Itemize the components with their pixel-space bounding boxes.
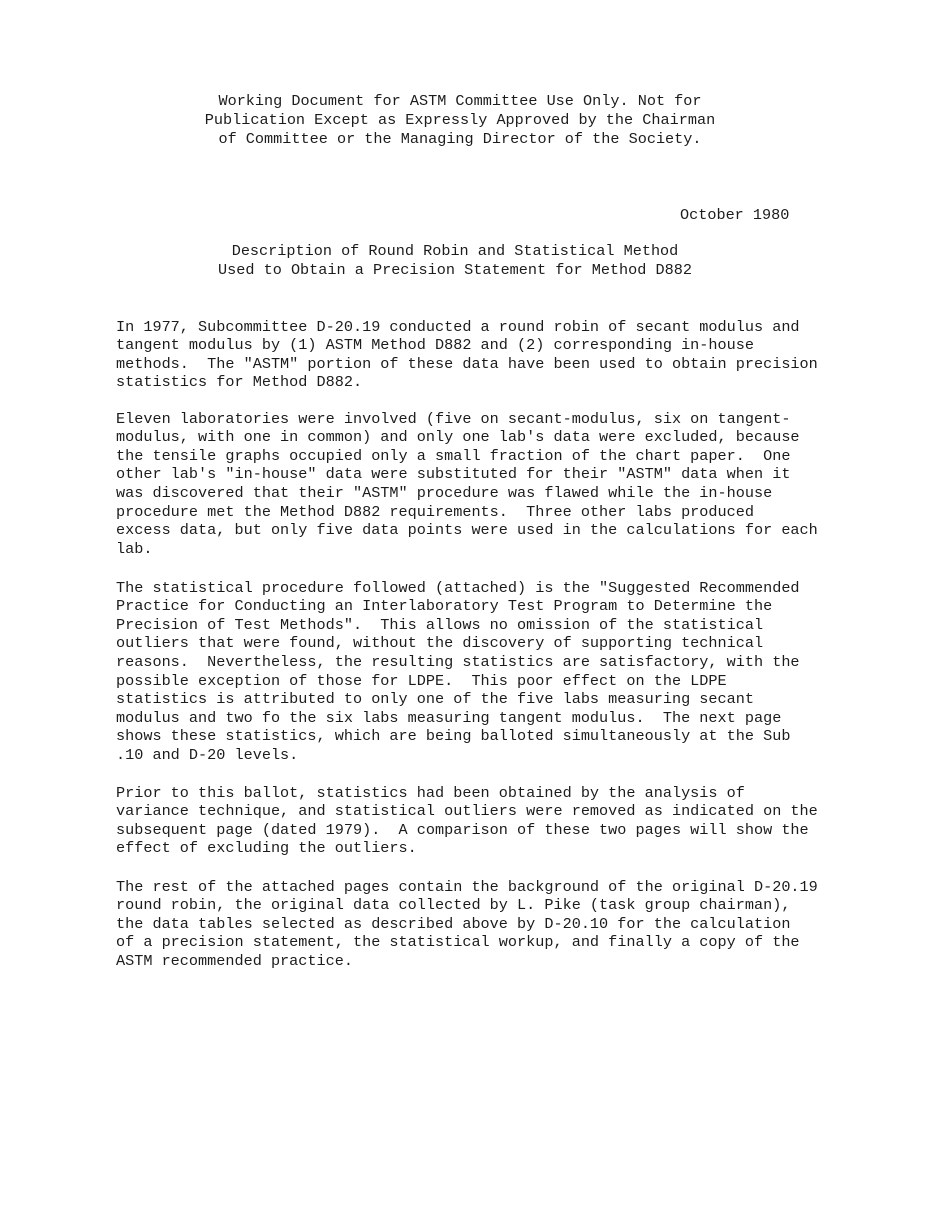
text-line: other lab's "in-house" data were substituted for their "ASTM" data when it [116, 465, 791, 484]
text-line: tangent modulus by (1) ASTM Method D882 and (2) corresponding in-house [116, 336, 754, 355]
text-line: shows these statistics, which are being balloted simultaneously at the Sub [116, 727, 791, 746]
text-line: variance technique, and statistical outliers were removed as indicated on the [116, 802, 818, 821]
document-title [170, 242, 740, 280]
text-line: of a precision statement, the statistical workup, and finally a copy of the [116, 933, 800, 952]
text-line: excess data, but only five data points were used in the calculations for each [116, 521, 818, 540]
text-line: The statistical procedure followed (attached) is the "Suggested Recommended [116, 578, 800, 597]
committee-notice [180, 92, 740, 150]
text-line: lab. [116, 539, 153, 558]
text-line: round robin, the original data collected by L. Pike (task group chairman), [116, 896, 791, 915]
text-line: Practice for Conducting an Interlaboratory Test Program to Determine the [116, 597, 773, 616]
text-line: .10 and D-20 levels. [116, 745, 299, 764]
notice-line: Working Document for ASTM Committee Use Only. Not for [218, 92, 702, 110]
text-line: In 1977, Subcommittee D-20.19 conducted a round robin of secant modulus and [116, 317, 800, 336]
text-line: possible exception of those for LDPE. This poor effect on the LDPE [116, 671, 727, 690]
text-line: The rest of the attached pages contain the background of the original D-20.19 [116, 877, 818, 896]
notice-line: of Committee or the Managing Director of the Society. [218, 130, 702, 149]
text-line: ASTM recommended practice. [116, 951, 353, 970]
text-line: reasons. Nevertheless, the resulting statistics are satisfactory, with the [116, 652, 800, 671]
document-date: October 1980 [680, 206, 790, 224]
text-line: the tensile graphs occupied only a small fraction of the chart paper. One [116, 446, 791, 465]
text-line: procedure met the Method D882 requirements. Three other labs produced [116, 502, 754, 521]
text-line: effect of excluding the outliers. [116, 839, 417, 858]
text-line: Eleven laboratories were involved (five on secant-modulus, six on tangent- [116, 409, 791, 428]
text-line: modulus and two fo the six labs measuring tangent modulus. The next page [116, 708, 782, 727]
text-line: statistics for Method D882. [116, 373, 363, 392]
notice-line: Publication Except as Expressly Approved by the Chairman [204, 111, 716, 130]
text-line: the data tables selected as described above by D-20.10 for the calculation [116, 914, 791, 933]
title-line: Description of Round Robin and Statistical Method [231, 242, 679, 260]
text-line: Precision of Test Methods". This allows no omission of the statistical [116, 615, 764, 634]
paragraph-attached-pages [116, 859, 846, 1008]
text-line: outliers that were found, without the discovery of supporting technical [116, 634, 764, 653]
text-line: Prior to this ballot, statistics had been obtained by the analysis of [116, 783, 745, 802]
title-line: Used to Obtain a Precision Statement for Method D882 [218, 261, 692, 280]
text-line: was discovered that their "ASTM" procedure was flawed while the in-house [116, 483, 773, 502]
text-line: methods. The "ASTM" portion of these data have been used to obtain precision [116, 354, 818, 373]
text-line: subsequent page (dated 1979). A comparison of these two pages will show the [116, 820, 809, 839]
text-line: modulus, with one in common) and only one lab's data were excluded, because [116, 428, 800, 447]
text-line: statistics is attributed to only one of the five labs measuring secant [116, 690, 754, 709]
